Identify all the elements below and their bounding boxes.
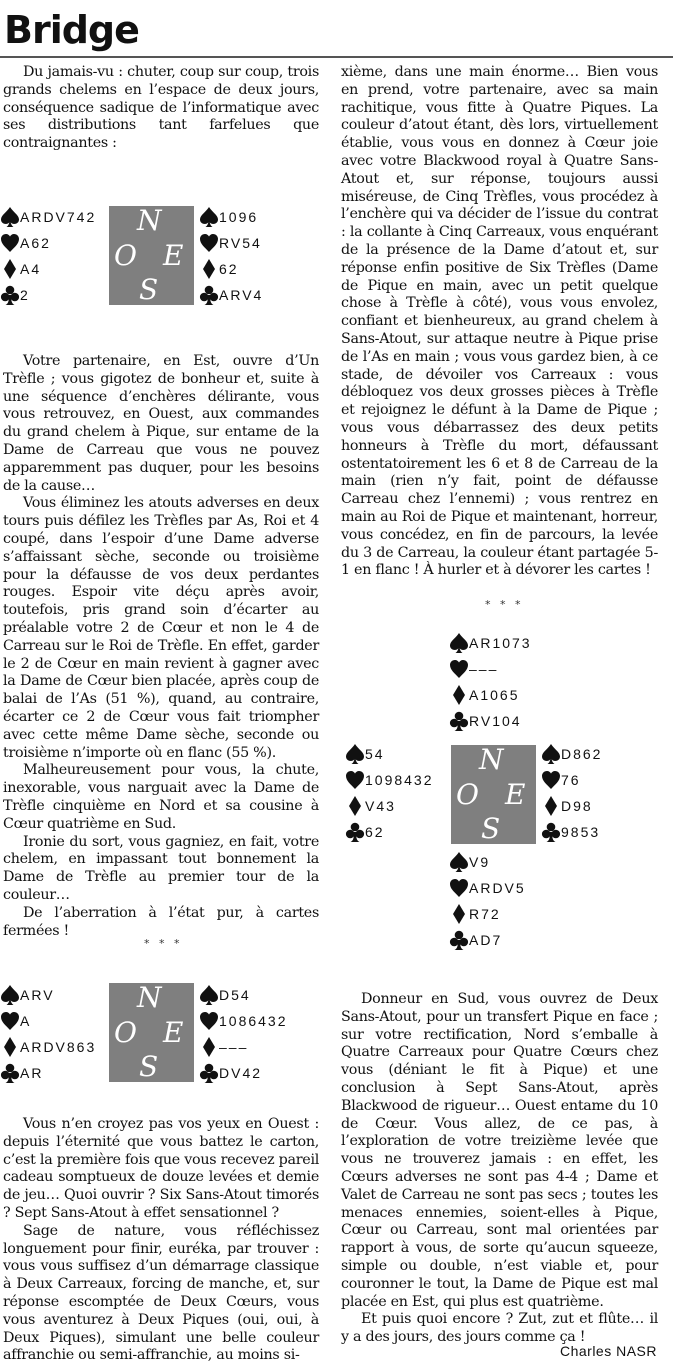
club-icon	[0, 284, 20, 306]
deal2-west-hand	[0, 982, 96, 1086]
paragraph: Malheureusement pour vous, la chute, inexorable, vous narguait avec la Dame de Trèfle cinquième en Nord et sa cousine à Cœur quatrième en Sud.	[3, 762, 319, 832]
section-separator: * * *	[144, 937, 183, 950]
diamond-icon	[541, 795, 561, 817]
compass-south: S	[481, 812, 501, 845]
paragraph: xième, dans une main énorme… Bien vous en prend, votre partenaire, avec sa main rachitique, vous fitte à Quatre Piques. La couleur d’atout étant, dès lors, virtuellement établie, vous vous en donnez à Cœur joie avec votre Blackwood royal à Quatre Sans-Atout et, sur réponse, toujours aussi miséreuse, de Cinq Trèfles, vous procédez à l’enchère qui va décider de l’issue du contrat : la collante à Cinq Carreaux, vous enquérant de la présence de la Dame d’atout et, sur réponse enfin positive de Six Trèfles (Dame de Pique en main, avec un petit quelque chose à Trèfle à côté), vous vous envolez, confiant et bienheureux, au grand chelem à Sans-Atout, sur attaque neutre à Pique prise de l’As en main ; vous vous gardez bien, à ce stade, de dévoiler vos Carreaux : vous débloquez vos deux grosses pièces à Trèfle et rejoignez le défunt à la Dame de Pique ; vous vous débarrassez des deux petits honneurs à Trèfle du mort, défaussant ostentatoirement les 6 et 8 de Carreau de la main (rien n’y fait, point de défausse Carreau chez l’ennemi) ; vous rentrez en main au Roi de Pique et maintenant, horreur, vous concédez, en fin de parcours, la levée du 3 de Carreau, la couleur étant partagée 5-1 en flanc ! À hurler et à dévorer les cartes !	[341, 64, 658, 579]
hand-hearts: A62	[0, 230, 96, 256]
deal2-commentary-continued	[341, 64, 658, 580]
hand-clubs: 2	[0, 282, 96, 308]
hand-hearts: 76	[541, 767, 602, 793]
deal2-east-hand	[199, 982, 288, 1086]
hand-clubs: 62	[345, 819, 434, 845]
author-signature: Charles NASR	[559, 1343, 657, 1359]
compass-north: N	[479, 743, 504, 776]
paragraph: Du jamais-vu : chuter, coup sur coup, trois grands chelems en l’espace de deux jours, conséquence sadique de l’informatique avec ses distributions tant farfelues que contraignantes :	[3, 64, 319, 152]
deal3-commentary	[341, 991, 658, 1347]
hand-diamonds: ARDV863	[0, 1034, 96, 1060]
hand-clubs: 9853	[541, 819, 602, 845]
section-separator: * * *	[485, 598, 524, 611]
hand-clubs: ARV4	[199, 282, 263, 308]
hand-diamonds: –––	[199, 1034, 288, 1060]
compass-east: E	[163, 239, 184, 272]
deal1-west-hand	[0, 204, 96, 308]
paragraph: Votre partenaire, en Est, ouvre d’Un Trèfle ; vous gigotez de bonheur et, suite à une séquence d’enchères délirante, vous vous retrouvez, en Ouest, aux commandes du grand chelem à Pique, sur entame de la Dame de Carreau que vous ne pouvez apparemment pas duquer, pour les besoins de la cause…	[3, 353, 319, 494]
heart-icon	[199, 232, 219, 254]
hand-clubs: AR	[0, 1060, 96, 1086]
deal1-commentary	[3, 353, 319, 940]
deal2-commentary	[3, 1116, 319, 1365]
heart-icon	[199, 1010, 219, 1032]
heart-icon	[0, 1010, 20, 1032]
hand-diamonds: V43	[345, 793, 434, 819]
spade-icon	[449, 851, 469, 873]
deal3-south-hand	[449, 849, 526, 953]
hand-hearts: 1086432	[199, 1008, 288, 1034]
hand-spades: AR1073	[449, 630, 532, 656]
hand-hearts: –––	[449, 656, 532, 682]
compass-east: E	[505, 778, 526, 811]
hand-spades: ARDV742	[0, 204, 96, 230]
paragraph: Vous éliminez les atouts adverses en deux tours puis défilez les Trèfles par As, Roi et 4 coupé, dans l’espoir d’une Dame adverse s’affaissant sèche, seconde ou troisième pour la défausse de vos deux perdantes rouges. Espoir vite déçu après avoir, toutefois, pris grand soin d’écarter au préalable votre 2 de Cœur et non le 4 de Carreau sur le Roi de Trèfle. En effet, garder le 2 de Cœur en main revient à gagner avec la Dame de Cœur bien placée, après coup de balai de l’As (51 %), quand, au contraire, écarter ce 2 de Cœur vous fait triompher avec cette même Dame sèche, seconde ou troisième n’importe où en flanc (55 %).	[3, 495, 319, 761]
hand-clubs: RV104	[449, 708, 532, 734]
hand-spades: V9	[449, 849, 526, 875]
deal1-compass	[109, 206, 194, 305]
paragraph: Sage de nature, vous réfléchissez longuement pour finir, euréka, par trouver : vous vous suffisez d’un démarrage classique à Deux Carreaux, forcing de manche, et, sur réponse escomptée de Deux Cœurs, vous vous aventurez à Deux Piques (oui, oui, à Deux Piques), simulant une belle couleur affranchie ou semi-affranchie, au moins si-	[3, 1222, 319, 1364]
spade-icon	[199, 984, 219, 1006]
compass-east: E	[163, 1016, 184, 1049]
club-icon	[199, 1062, 219, 1084]
spade-icon	[449, 632, 469, 654]
hand-hearts: A	[0, 1008, 96, 1034]
hand-hearts: ARDV5	[449, 875, 526, 901]
hand-diamonds: A4	[0, 256, 96, 282]
heart-icon	[0, 232, 20, 254]
compass-west: O	[114, 1016, 137, 1049]
club-icon	[199, 284, 219, 306]
deal3-compass	[451, 745, 536, 844]
heart-icon	[541, 769, 561, 791]
diamond-icon	[449, 684, 469, 706]
compass-west: O	[456, 778, 479, 811]
club-icon	[449, 710, 469, 732]
deal2-compass	[109, 983, 194, 1082]
diamond-icon	[345, 795, 365, 817]
heart-icon	[449, 877, 469, 899]
club-icon	[541, 821, 561, 843]
hand-hearts: RV54	[199, 230, 263, 256]
paragraph: Ironie du sort, vous gagniez, en fait, votre chelem, en impassant tout bonnement la Dame de Trèfle au premier tour de la couleur…	[3, 833, 319, 903]
hand-diamonds: D98	[541, 793, 602, 819]
diamond-icon	[199, 1036, 219, 1058]
spade-icon	[199, 206, 219, 228]
diamond-icon	[0, 258, 20, 280]
compass-west: O	[114, 239, 137, 272]
club-icon	[345, 821, 365, 843]
hand-spades: D54	[199, 982, 288, 1008]
hand-clubs: DV42	[199, 1060, 288, 1086]
hand-clubs: AD7	[449, 927, 526, 953]
club-icon	[0, 1062, 20, 1084]
deal3-east-hand	[541, 741, 602, 845]
deal3-west-hand	[345, 741, 434, 845]
deal3-north-hand	[449, 630, 532, 734]
heart-icon	[449, 658, 469, 680]
spade-icon	[345, 743, 365, 765]
spade-icon	[541, 743, 561, 765]
paragraph: Et puis quoi encore ? Zut, zut et flûte… il y a des jours, des jours comme ça !	[341, 1311, 658, 1346]
paragraph: Donneur en Sud, vous ouvrez de Deux Sans-Atout, pour un transfert Pique en face ; sur votre rectification, Nord s’emballe à Quatre Carreaux pour Quatre Cœurs chez vous (déniant le fit à Pique) et une conclusion à Sept Sans-Atout, après Blackwood de rigueur… Ouest entame du 10 de Cœur. Vous allez, de ce pas, à l’exploration de votre treizième levée que vous ne trouverez jamais : en effet, les Cœurs adverses ne sont pas 4-4 ; Dame et Valet de Carreau ne sont pas secs ; toutes les menaces ennemies, soient-elles à Pique, Cœur ou Carreau, sont mal orientées par rapport à vous, de sorte qu’aucun squeeze, simple ou double, n’est viable et, pour couronner le tout, la Dame de Pique est mal placée en Est, qui plus est quatrième.	[341, 991, 658, 1310]
compass-north: N	[137, 204, 162, 237]
hand-diamonds: R72	[449, 901, 526, 927]
spade-icon	[0, 206, 20, 228]
heart-icon	[345, 769, 365, 791]
paragraph: De l’aberration à l’état pur, à cartes fermées !	[3, 904, 319, 939]
compass-north: N	[137, 981, 162, 1014]
hand-diamonds: A1065	[449, 682, 532, 708]
diamond-icon	[0, 1036, 20, 1058]
paragraph: Vous n’en croyez pas vos yeux en Ouest : depuis l’éternité que vous battez le carton, c’est la première fois que vous recevez pareil cadeau somptueux de douze levées et demie de jeu… Quoi ouvrir ? Six Sans-Atout timorés ? Sept Sans-Atout à effet sensationnel ?	[3, 1116, 319, 1221]
hand-spades: D862	[541, 741, 602, 767]
hand-diamonds: 62	[199, 256, 263, 282]
hand-hearts: 1098432	[345, 767, 434, 793]
spade-icon	[0, 984, 20, 1006]
compass-south: S	[139, 1050, 159, 1083]
hand-spades: ARV	[0, 982, 96, 1008]
title-rule	[0, 56, 673, 58]
page-title: Bridge	[4, 8, 139, 52]
club-icon	[449, 929, 469, 951]
diamond-icon	[199, 258, 219, 280]
diamond-icon	[449, 903, 469, 925]
hand-spades: 1096	[199, 204, 263, 230]
compass-south: S	[139, 273, 159, 306]
deal1-east-hand	[199, 204, 263, 308]
hand-spades: 54	[345, 741, 434, 767]
article-intro	[3, 64, 319, 153]
